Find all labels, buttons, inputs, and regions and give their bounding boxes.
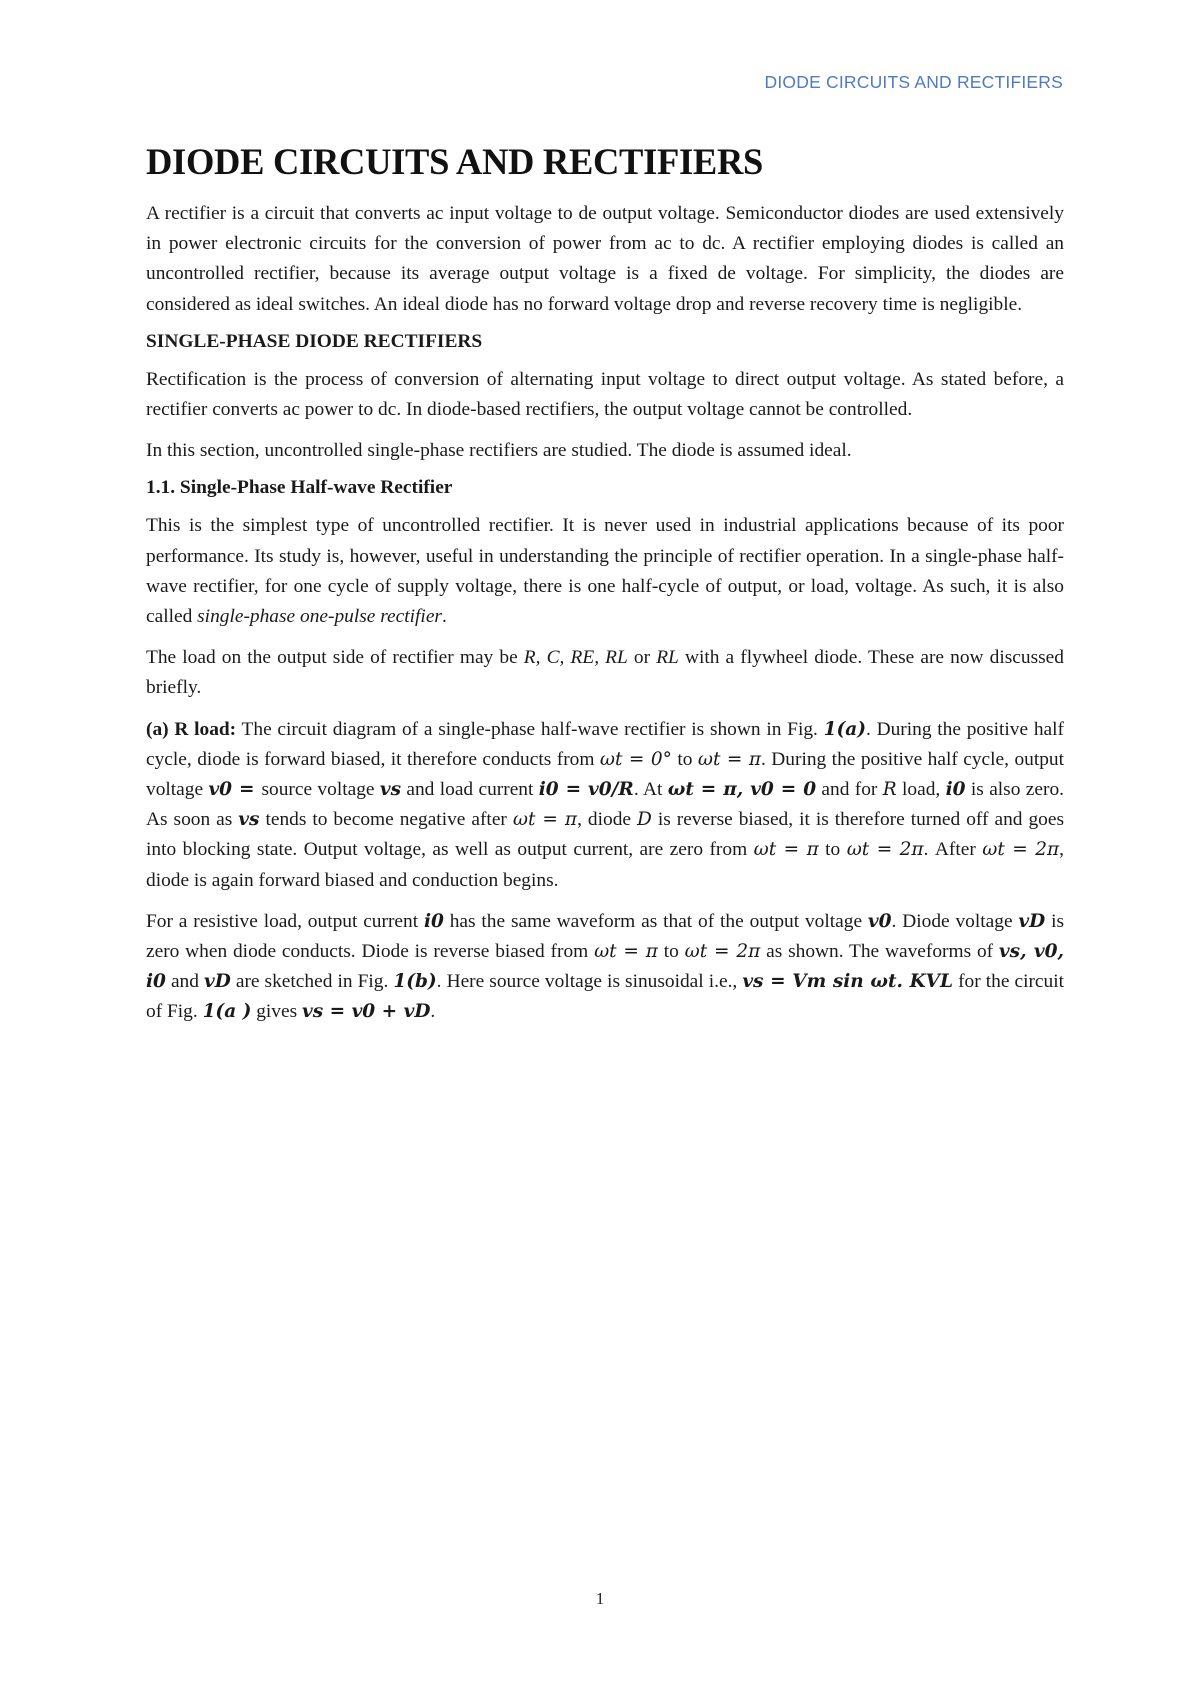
equation: ωt = 2π xyxy=(684,941,761,963)
equation: vD xyxy=(1018,910,1046,932)
equation: R xyxy=(882,779,897,801)
r-load-label: (a) R load: xyxy=(146,718,237,740)
r-load-paragraph xyxy=(146,715,1064,896)
text: , diode is again forward biased and conduction begins. xyxy=(146,839,1064,891)
text: load, xyxy=(896,779,946,801)
figure-ref: 1(a) xyxy=(823,718,866,740)
text: . During the positive half cycle, diode is forward biased, it therefore conducts from xyxy=(146,718,1065,770)
text: has the same waveform as that of the output voltage xyxy=(443,910,868,932)
page-number: 1 xyxy=(595,1589,605,1608)
text: to xyxy=(657,941,685,963)
text: are sketched in Fig. xyxy=(230,971,394,993)
equation: vs = Vm sin ωt. KVL xyxy=(742,971,954,993)
text: . After xyxy=(923,839,983,861)
text: with a flywheel diode. These are now discussed briefly. xyxy=(146,647,1064,699)
figure-ref: 1(a ) xyxy=(202,1001,252,1023)
text: as shown. The waveforms of xyxy=(760,941,999,963)
text: . During the positive half cycle, output voltage xyxy=(146,748,1065,801)
text: and for xyxy=(816,779,883,801)
text: , diode xyxy=(577,809,637,831)
section-paragraph-2: In this section, uncontrolled single-phase rectifiers are studied. The diode is assumed ideal. xyxy=(146,440,852,462)
subsection-paragraph-2 xyxy=(146,643,1064,703)
section-paragraph-1: Rectification is the process of conversion of alternating input voltage to direct output voltage. As stated before, a rectifier converts ac power to dc. In diode-based rectifiers, the output voltage cannot be controlled. xyxy=(146,368,1064,421)
text: . Here source voltage is sinusoidal i.e., xyxy=(436,971,743,993)
equation: v0 xyxy=(867,910,892,932)
text: . xyxy=(430,1001,436,1023)
section-heading: SINGLE-PHASE DIODE RECTIFIERS xyxy=(146,330,483,352)
subsection-heading: 1.1. Single-Phase Half-wave Rectifier xyxy=(146,477,453,499)
text: This is the simplest type of uncontrolled rectifier. It is never used in industrial applications because of its poor performance. Its study is, however, useful in understanding the principle of rectifier operation. In a single-phase half-wave rectifier, for one cycle of supply voltage, there is one half-cycle of output, or load, voltage. As such, it is also called xyxy=(146,515,1064,628)
equation: ωt = π, v0 = 0 xyxy=(667,779,817,801)
text: . Diode voltage xyxy=(891,910,1019,932)
page-content xyxy=(146,140,1064,1039)
figure-ref: 1(b) xyxy=(393,971,437,993)
text: is also zero. As soon as xyxy=(146,779,1064,831)
equation: i0 xyxy=(423,910,444,932)
text: or xyxy=(627,647,657,669)
equation: vD xyxy=(204,971,231,993)
equation: ωt = π xyxy=(594,941,658,963)
emphasis: single-phase one-pulse rectifier xyxy=(197,606,442,628)
load-types: R, C, RE, RL xyxy=(523,647,628,669)
text: source voltage xyxy=(261,779,380,801)
text: is reverse biased, it is therefore turned off and goes into blocking state. Output voltage, as well as output current, are zero from xyxy=(146,809,1064,861)
running-header: DIODE CIRCUITS AND RECTIFIERS xyxy=(764,72,1063,92)
equation: ωt = 2π xyxy=(982,839,1060,861)
text: . xyxy=(441,606,447,628)
equation: D xyxy=(637,809,652,831)
equation: vs = v0 + vD xyxy=(302,1001,431,1023)
text: for the circuit of Fig. xyxy=(146,971,1065,1023)
text: and xyxy=(165,971,204,993)
equation: i0 = v0/R xyxy=(538,779,634,801)
text: gives xyxy=(251,1001,303,1023)
page-title: DIODE CIRCUITS AND RECTIFIERS xyxy=(146,141,764,182)
text: to xyxy=(671,748,698,770)
text: . At xyxy=(633,779,668,801)
text: to xyxy=(818,839,847,861)
equation: vs xyxy=(238,809,260,831)
equation: ωt = 2π xyxy=(846,839,924,861)
equation: v0 = xyxy=(208,779,262,801)
text: is zero when diode conducts. Diode is reverse biased from xyxy=(146,910,1065,963)
text: The load on the output side of rectifier may be xyxy=(146,647,524,669)
subsection-paragraph-1 xyxy=(146,511,1064,632)
equation: ωt = π xyxy=(697,748,762,770)
equation: ωt = π xyxy=(512,809,578,831)
equation: ωt = 0° xyxy=(599,748,672,770)
equation: i0 xyxy=(945,779,966,801)
text: tends to become negative after xyxy=(259,809,513,831)
load-type-rl: RL xyxy=(656,647,679,669)
text: and load current xyxy=(401,779,539,801)
equation: vs, v0, i0 xyxy=(146,941,1064,993)
equation: vs xyxy=(379,779,402,801)
text: The circuit diagram of a single-phase half-wave rectifier is shown in Fig. xyxy=(236,718,824,740)
resistive-load-paragraph xyxy=(146,907,1064,1028)
text: For a resistive load, output current xyxy=(146,910,424,932)
equation: ωt = π xyxy=(753,839,819,861)
intro-paragraph: A rectifier is a circuit that converts ac input voltage to de output voltage. Semiconductor diodes are used extensively in power electronic circuits for the conversion of power from ac to dc. A rectifier employing diodes is called an uncontrolled rectifier, because its average output voltage is a fixed de voltage. For simplicity, the diodes are considered as ideal switches. An ideal diode has no forward voltage drop and reverse recovery time is negligible. xyxy=(146,203,1064,315)
